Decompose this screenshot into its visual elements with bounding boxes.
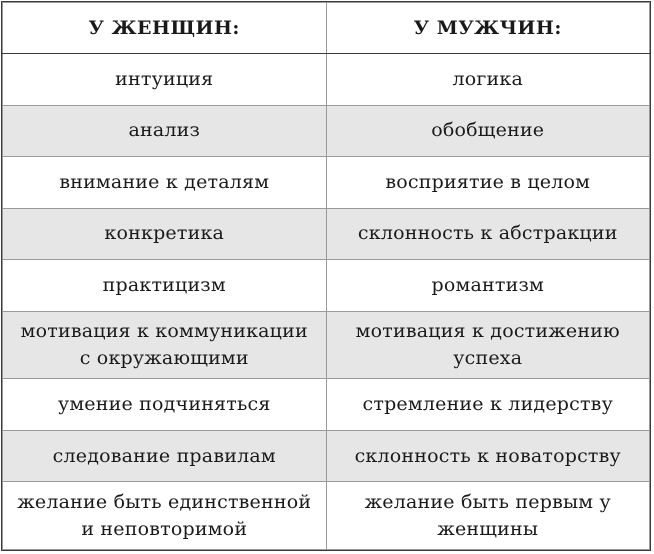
cell-men: стремление к лидерству bbox=[326, 379, 650, 431]
cell-women: анализ bbox=[3, 105, 327, 157]
table-row bbox=[3, 105, 650, 157]
cell-women: мотивация к коммуникации с окружающими bbox=[3, 311, 327, 379]
cell-men: желание быть первым у женщины bbox=[326, 482, 650, 550]
table-row bbox=[3, 482, 650, 550]
header-women: У ЖЕНЩИН: bbox=[3, 3, 327, 54]
table-row bbox=[3, 311, 650, 379]
cell-men: восприятие в целом bbox=[326, 157, 650, 209]
cell-men: логика bbox=[326, 54, 650, 106]
cell-women: интуиция bbox=[3, 54, 327, 106]
table-row bbox=[3, 54, 650, 106]
comparison-table bbox=[1, 1, 651, 551]
cell-men: романтизм bbox=[326, 260, 650, 312]
cell-men: мотивация к достижению успеха bbox=[326, 311, 650, 379]
cell-women: желание быть единственной и неповторимой bbox=[3, 482, 327, 550]
table-row bbox=[3, 430, 650, 482]
table-row bbox=[3, 379, 650, 431]
cell-men: обобщение bbox=[326, 105, 650, 157]
header-men: У МУЖЧИН: bbox=[326, 3, 650, 54]
comparison-table-grid bbox=[2, 2, 650, 550]
cell-men: склонность к новаторству bbox=[326, 430, 650, 482]
cell-men: склонность к абстракции bbox=[326, 208, 650, 260]
cell-women: внимание к деталям bbox=[3, 157, 327, 209]
header-row bbox=[3, 3, 650, 54]
cell-women: следование правилам bbox=[3, 430, 327, 482]
cell-women: конкретика bbox=[3, 208, 327, 260]
cell-women: умение подчиняться bbox=[3, 379, 327, 431]
table-row bbox=[3, 157, 650, 209]
table-row bbox=[3, 208, 650, 260]
table-row bbox=[3, 260, 650, 312]
cell-women: практицизм bbox=[3, 260, 327, 312]
